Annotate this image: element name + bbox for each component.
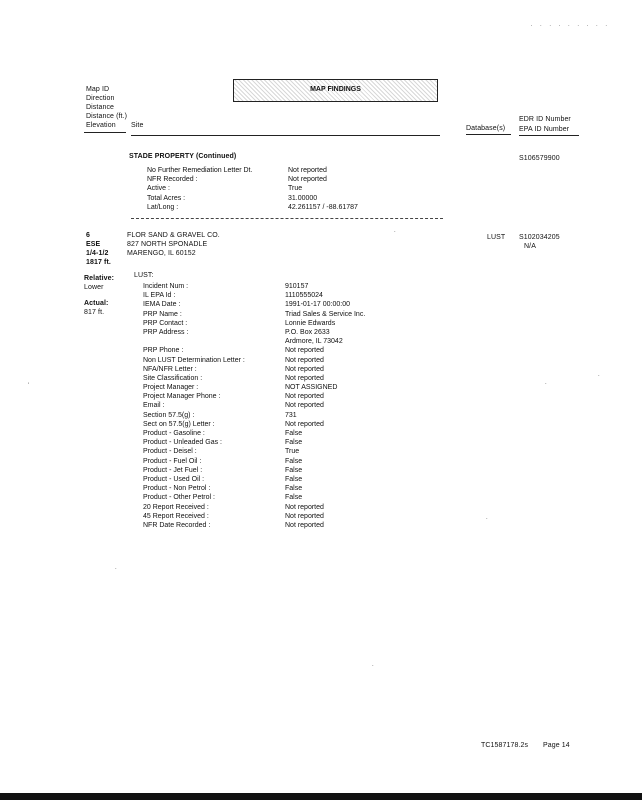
map-id-label: Map ID xyxy=(86,86,110,93)
field-label: Active : xyxy=(147,185,170,193)
field-label: Non LUST Determination Letter : xyxy=(143,356,245,364)
map-findings-title: MAP FINDINGS xyxy=(310,86,361,93)
lust-field-row xyxy=(143,319,443,328)
field-value: Not reported xyxy=(285,521,324,529)
field-value: False xyxy=(285,457,303,465)
field-label: NFR Date Recorded : xyxy=(143,521,211,529)
lust-field-row xyxy=(143,457,443,466)
lust-field-row xyxy=(143,328,443,337)
scan-speck: . xyxy=(115,565,117,571)
field-value: Lonnie Edwards xyxy=(285,319,336,327)
field-value: Not reported xyxy=(285,356,324,364)
stade-field-row xyxy=(147,203,507,212)
elevation-label: Elevation xyxy=(86,122,116,129)
field-label: PRP Address : xyxy=(143,328,189,336)
map-findings-banner xyxy=(233,79,438,102)
field-label: 20 Report Received : xyxy=(143,503,209,511)
direction-value: ESE xyxy=(86,241,101,248)
field-label: Section 57.5(g) : xyxy=(143,411,195,419)
field-value: Not reported xyxy=(288,167,327,174)
field-value: NOT ASSIGNED xyxy=(285,384,338,392)
field-value: False xyxy=(285,439,303,447)
lust-field-row xyxy=(143,346,443,355)
lust-field-row xyxy=(143,337,443,346)
direction-label: Direction xyxy=(86,95,115,102)
lust-field-row xyxy=(143,493,443,502)
field-label: Product - Unleaded Gas : xyxy=(143,439,222,447)
field-label: Product - Jet Fuel : xyxy=(143,466,203,474)
scan-speck: . xyxy=(598,372,600,378)
lust-field-row xyxy=(143,282,443,291)
field-label: Lat/Long : xyxy=(147,203,179,211)
field-label: IL EPA Id : xyxy=(143,292,176,300)
scan-speck: . xyxy=(372,662,374,668)
field-value: Not reported xyxy=(285,512,324,520)
scan-speck: . xyxy=(394,228,396,234)
stade-field-row xyxy=(147,175,507,184)
lust-field-row xyxy=(143,411,443,420)
field-label: Email : xyxy=(143,402,165,410)
distance-label: Distance xyxy=(86,104,115,111)
field-label: Incident Num : xyxy=(143,283,189,290)
header-rule-site xyxy=(131,135,440,136)
field-value: 1991-01-17 00:00:00 xyxy=(285,301,350,309)
lust-field-row xyxy=(143,300,443,309)
field-label: Sect on 57.5(g) Letter : xyxy=(143,420,215,428)
field-value: False xyxy=(285,430,303,437)
database-value: LUST xyxy=(487,234,506,241)
distance-ft-value: 1817 ft. xyxy=(86,259,111,266)
field-value: Not reported xyxy=(285,402,324,410)
field-label: Product - Non Petrol : xyxy=(143,485,211,493)
field-value: Not reported xyxy=(285,347,324,355)
lust-field-row xyxy=(143,466,443,475)
site-label: Site xyxy=(131,122,144,129)
field-value: 731 xyxy=(285,411,297,419)
field-label: Project Manager Phone : xyxy=(143,393,221,401)
field-label: Product - Deisel : xyxy=(143,448,197,456)
lust-field-row xyxy=(143,374,443,383)
field-label: Product - Fuel Oil : xyxy=(143,457,202,465)
stade-field-row xyxy=(147,194,507,203)
lust-section-label: LUST: xyxy=(134,272,154,279)
site-epa-id: N/A xyxy=(524,243,536,250)
lust-field-row xyxy=(143,392,443,401)
lust-field-row xyxy=(143,447,443,456)
field-value: False xyxy=(285,494,303,502)
field-label: IEMA Date : xyxy=(143,301,181,309)
stade-fields xyxy=(147,166,507,212)
field-label: PRP Contact : xyxy=(143,319,188,327)
database-label: Database(s) xyxy=(466,125,506,132)
epa-id-label: EPA ID Number xyxy=(519,126,570,133)
field-value: P.O. Box 2633 xyxy=(285,328,330,336)
field-label: Total Acres : xyxy=(147,194,186,202)
field-value: True xyxy=(288,185,303,193)
field-value: Not reported xyxy=(285,420,324,428)
field-label: Site Classification : xyxy=(143,374,203,382)
lust-field-row xyxy=(143,401,443,410)
site-edr-id: S102034205 xyxy=(519,234,560,241)
field-value: Not reported xyxy=(285,393,324,401)
stade-field-row xyxy=(147,166,507,175)
lust-field-row xyxy=(143,365,443,374)
field-value: Triad Sales & Service Inc. xyxy=(285,310,366,318)
lust-field-row xyxy=(143,503,443,512)
field-label: 45 Report Received : xyxy=(143,512,209,520)
distance-value: 1/4-1/2 xyxy=(86,250,109,257)
field-label: No Further Remediation Letter Dt. xyxy=(147,167,253,174)
site-name: FLOR SAND & GRAVEL CO. xyxy=(127,232,220,239)
scan-noise: . . . . . . . . . xyxy=(530,22,610,28)
field-value: 910157 xyxy=(285,283,309,290)
field-label: PRP Name : xyxy=(143,310,182,318)
field-value: 1110555024 xyxy=(285,292,323,300)
field-value: 31.00000 xyxy=(288,194,318,202)
field-value: True xyxy=(285,448,300,456)
field-value: Not reported xyxy=(285,365,324,373)
field-label: NFA/NFR Letter : xyxy=(143,365,197,373)
field-value: Not reported xyxy=(285,503,324,511)
distance-ft-label: Distance (ft.) xyxy=(86,113,128,120)
field-label: Product - Used Oil : xyxy=(143,475,205,483)
lust-field-row xyxy=(143,512,443,521)
relative-value: Lower xyxy=(84,284,104,291)
page-number: Page 14 xyxy=(543,742,570,749)
site-city: MARENGO, IL 60152 xyxy=(127,250,196,257)
lust-field-row xyxy=(143,383,443,392)
field-value: Ardmore, IL 73042 xyxy=(285,338,343,346)
map-id-value: 6 xyxy=(86,232,90,239)
relative-label: Relative: xyxy=(84,275,115,282)
lust-field-row xyxy=(143,521,443,530)
edr-id-label: EDR ID Number xyxy=(519,116,571,123)
document-id: TC1587178.2s xyxy=(481,742,529,749)
lust-field-row xyxy=(143,429,443,438)
header-rule-left xyxy=(84,132,126,133)
scan-edge-bar xyxy=(0,793,642,800)
section-separator xyxy=(131,218,443,219)
field-label: PRP Phone : xyxy=(143,347,184,355)
actual-value: 817 ft. xyxy=(84,309,105,316)
field-value: Not reported xyxy=(285,374,324,382)
scan-speck: . xyxy=(545,380,547,386)
field-value: Not reported xyxy=(288,176,327,184)
field-label: Product - Gasoline : xyxy=(143,430,205,437)
field-label: Project Manager : xyxy=(143,384,199,392)
stade-heading: STADE PROPERTY (Continued) xyxy=(129,153,237,160)
lust-fields xyxy=(143,282,443,530)
scan-speck: ' xyxy=(28,383,30,389)
field-value: False xyxy=(285,485,303,493)
header-rule-id xyxy=(519,135,579,136)
site-address: 827 NORTH SPONADLE xyxy=(127,241,208,248)
lust-field-row xyxy=(143,484,443,493)
lust-field-row xyxy=(143,356,443,365)
field-value: False xyxy=(285,475,303,483)
lust-field-row xyxy=(143,291,443,300)
field-value: 42.261157 / -88.61787 xyxy=(288,203,358,211)
stade-field-row xyxy=(147,184,507,193)
field-label: Product - Other Petrol : xyxy=(143,494,215,502)
field-value: False xyxy=(285,466,303,474)
lust-field-row xyxy=(143,310,443,319)
lust-field-row xyxy=(143,438,443,447)
stade-edr-id: S106579900 xyxy=(519,155,560,162)
actual-label: Actual: xyxy=(84,300,109,307)
field-label: NFR Recorded : xyxy=(147,176,198,184)
lust-field-row xyxy=(143,420,443,429)
header-rule-db xyxy=(466,134,511,135)
lust-field-row xyxy=(143,475,443,484)
scan-speck: . xyxy=(486,515,488,521)
